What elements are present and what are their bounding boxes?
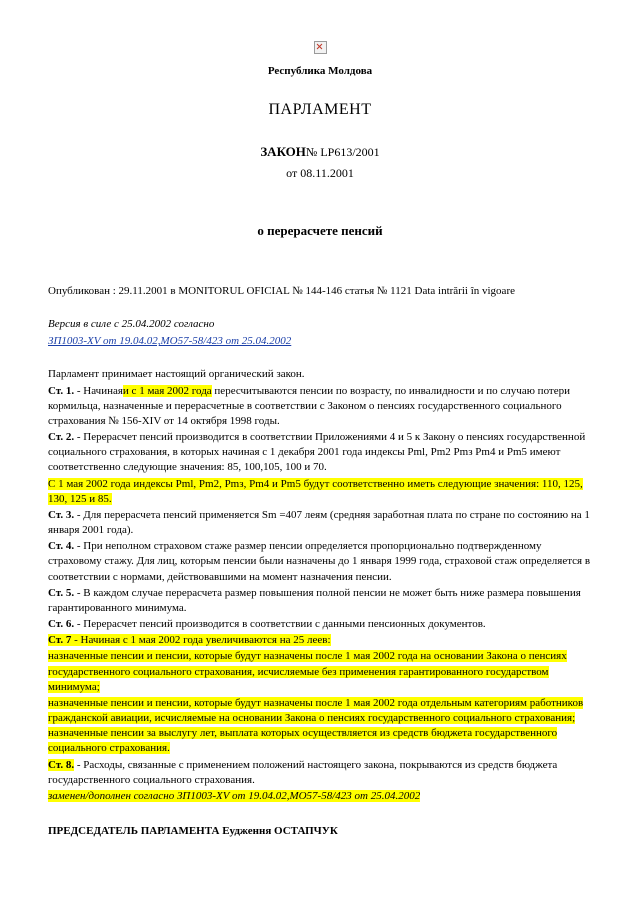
law-heading	[48, 143, 592, 161]
law-date: от 08.11.2001	[286, 166, 354, 181]
article-2	[48, 430, 592, 476]
article-3-label: Ст. 3.	[48, 508, 75, 521]
article-1-text-after: пересчитываются пенсии по возрасту, по инвалидности и по случаю потери кормильца, назначенные и перерасчетные в соответствии с Законом о пенсиях государственного социального страхования № 156-XIV от 14 октября 1998 годы.	[48, 384, 570, 427]
article-3-text: - Для перерасчета пенсий применяется Sm =407 леям (средняя заработная плата по стране по состоянию на 1 января 2001 года).	[48, 508, 590, 537]
institution-name: ПАРЛАМЕНТ	[268, 101, 372, 119]
article-7-intro: - Начиная с 1 мая 2002 года увеличиваются на 25 леев:	[71, 634, 331, 647]
article-5-label: Ст. 5.	[48, 586, 75, 599]
preamble: Парламент принимает настоящий органический закон.	[48, 368, 305, 381]
article-2-highlight-block	[48, 477, 592, 507]
article-1-text-before: - Начиная	[74, 384, 123, 397]
version-note: Версия в силе с 25.04.2002 согласно	[48, 318, 215, 331]
article-7-paragraph-1	[48, 649, 592, 695]
article-7-paragraph-1-text: назначенные пенсии и пенсии, которые будут назначены после 1 мая 2002 года на основании Закона о пенсиях государственного социального страхования, исчисляемые без применения гарантированного государством минимума;	[48, 650, 567, 693]
signature-line: ПРЕДСЕДАТЕЛЬ ПАРЛАМЕНТА Еудження ОСТАПЧУК	[48, 825, 338, 838]
article-7-label: Ст. 7	[48, 634, 72, 647]
article-8-label: Ст. 8.	[48, 758, 75, 771]
article-8	[48, 758, 592, 788]
article-2-text-before: - Перерасчет пенсий производится в соответствии Приложениями 4 и 5 к Закону о пенсиях государственной социального страхования, в которых начиная с 1 декабря 2001 года индексы P	[48, 431, 586, 459]
article-4	[48, 539, 592, 585]
article-6-text: - Перерасчет пенсий производится в соответствии с данными пенсионных документов.	[74, 618, 486, 631]
article-1-label: Ст. 1.	[48, 384, 75, 397]
article-6-label: Ст. 6.	[48, 618, 75, 631]
law-word: ЗАКОН	[260, 144, 306, 160]
article-6	[48, 617, 592, 632]
amendment-note-text: заменен/дополнен согласно ЗП1003-XV от 19.04.02,МО57-58/423 от 25.04.2002	[48, 790, 421, 802]
article-8-text: - Расходы, связанные с применением положений настоящего закона, покрываются из средств бюджета государственного социального страхования.	[48, 758, 558, 786]
emblem-container	[48, 40, 592, 55]
article-2-indices: ml, Pm2 Pmз Pm4 и Pm5 имеют соответственно следующие значения: 85, 100,105, 100 и 70.	[48, 446, 561, 474]
version-source-link[interactable]: ЗП1003-XV от 19.04.02,МО57-58/423 от 25.04.2002	[48, 335, 292, 348]
article-2-highlight-text: С 1 мая 2002 года индексы Pml, Pm2, Pmз, Pm4 и Pm5 будут соответственно иметь следующие значения: 110, 125, 130, 125 и 85.	[48, 477, 583, 505]
article-1-highlight: и с 1 мая 2002 года	[122, 384, 212, 397]
law-number: № LP613/2001	[305, 145, 380, 160]
article-3	[48, 508, 592, 538]
article-2-label: Ст. 2.	[48, 431, 75, 444]
publication-info: Опубликован : 29.11.2001 в MONITORUL OFICIAL № 144-146 статья № 1121 Data intrării în vigoare	[48, 284, 515, 297]
article-7-paragraph-2	[48, 696, 592, 757]
article-5-text: - В каждом случае перерасчета размер повышения полной пенсии не может быть ниже размера повышения гарантированного минимума.	[48, 586, 581, 614]
page-title: о перерасчете пенсий	[257, 222, 383, 238]
article-5	[48, 586, 592, 616]
article-1	[48, 384, 592, 430]
amendment-note	[48, 789, 592, 804]
country-name: Республика Молдова	[267, 65, 373, 78]
article-7-highlight-head	[48, 634, 331, 646]
article-4-text: - При неполном страховом стаже размер пенсии определяется пропорционально подтвержденному страховому стажу. Для лиц, которым пенсии были назначены до 1 января 1999 года, страховой стаж определяется в соответствии с нормами, действовавшими на момент назначения пенсии.	[48, 540, 591, 583]
article-7	[48, 633, 592, 648]
article-7-paragraph-2-text: назначенные пенсии и пенсии, которые будут назначены после 1 мая 2002 года отдельным категориям работников гражданской авиации, исчисляемые на основании Закона о пенсиях государственного социального страхования; назначенные пенсии за выслугу лет, выплата которых осуществляется из средств бюджета государственного социального страхования.	[48, 696, 584, 755]
article-4-label: Ст. 4.	[48, 540, 75, 553]
broken-image-icon	[314, 41, 327, 54]
